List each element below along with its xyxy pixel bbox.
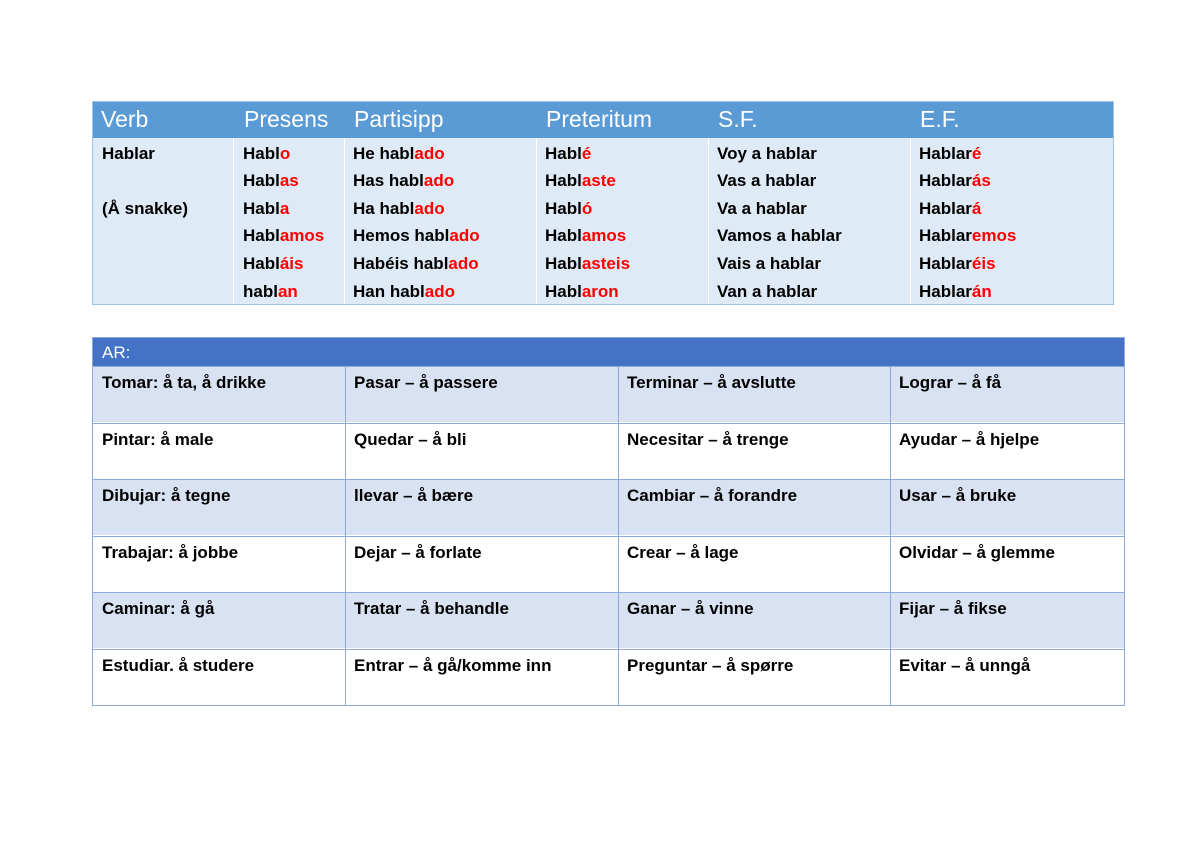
verb-stem: Hablar — [919, 171, 972, 190]
column-divider — [344, 138, 345, 304]
table-row — [93, 423, 1124, 479]
vocab-cell: Terminar – å avslutte — [627, 373, 796, 392]
presens-form — [243, 254, 303, 274]
verb-stem: Habl — [545, 254, 582, 273]
verb-ending: ado — [448, 254, 479, 273]
vocabulary-title: AR: — [102, 343, 131, 362]
partisipp-form — [353, 226, 480, 246]
verb-ending: o — [279, 144, 291, 163]
vocab-cell: Estudiar. å studere — [102, 655, 255, 675]
preteritum-form — [545, 199, 592, 219]
verb-ending: é — [581, 144, 592, 163]
vocab-cell: Dibujar: å tegne — [102, 486, 231, 505]
verb-ending: á — [971, 199, 982, 218]
header-preteritum: Preteritum — [546, 106, 653, 132]
column-divider — [345, 366, 346, 705]
verb-stem: Habl — [243, 254, 280, 273]
verb-stem: Hablar — [919, 254, 972, 273]
column-divider — [536, 138, 537, 304]
verb-stem: Hablar — [919, 199, 972, 218]
header-sf: S.F. — [718, 106, 758, 132]
ef-form — [919, 171, 991, 191]
verb-ending: aron — [581, 282, 619, 301]
table-row — [93, 366, 1124, 422]
sf-form: Vamos a hablar — [717, 226, 842, 245]
preteritum-form — [545, 226, 626, 246]
verb-ending: an — [277, 282, 298, 301]
partisipp-form — [353, 199, 445, 219]
table-row — [93, 649, 1124, 705]
verb-stem: Hablar — [919, 226, 972, 245]
verb-stem: Habl — [545, 226, 582, 245]
header-presens: Presens — [244, 106, 329, 132]
vocab-cell: Tratar – å behandle — [354, 599, 509, 618]
verb-stem: Habl — [545, 171, 582, 190]
presens-form — [243, 282, 298, 302]
verb-stem: Ha habl — [353, 199, 415, 218]
column-divider — [708, 138, 709, 304]
preteritum-form — [545, 282, 619, 302]
partisipp-form — [353, 144, 445, 164]
vocab-cell: Usar – å bruke — [899, 486, 1017, 505]
column-divider — [910, 138, 911, 304]
ef-form — [919, 144, 981, 164]
conjugation-table — [92, 101, 1114, 305]
vocab-cell: Cambiar – å forandre — [627, 486, 798, 505]
verb-stem: Has habl — [353, 171, 424, 190]
header-verb: Verb — [101, 106, 149, 132]
column-divider — [890, 366, 891, 705]
vocab-cell: Entrar – å gå/komme inn — [354, 655, 552, 675]
verb-stem: Hemos habl — [353, 226, 450, 245]
verb-stem: Habl — [243, 226, 280, 245]
presens-form — [243, 144, 290, 164]
vocab-cell: Ganar – å vinne — [627, 599, 754, 618]
vocab-cell: Evitar – å unngå — [899, 655, 1031, 675]
vocab-cell: Olvidar – å glemme — [899, 542, 1055, 562]
verb-stem: Habl — [545, 282, 582, 301]
verb-stem: He habl — [353, 144, 415, 163]
table-row — [93, 592, 1124, 648]
vocab-cell: Caminar: å gå — [102, 599, 215, 618]
verb-stem: Habl — [243, 171, 280, 190]
partisipp-form — [353, 254, 479, 274]
vocab-cell: llevar – å bære — [354, 486, 474, 505]
verb-stem: Habl — [545, 144, 582, 163]
vocab-cell: Lograr – å få — [899, 373, 1002, 392]
verb-ending: án — [971, 282, 992, 301]
ef-form — [919, 282, 992, 302]
verb-ending: ás — [971, 171, 991, 190]
preteritum-form — [545, 171, 616, 191]
vocab-cell: Quedar – å bli — [354, 429, 467, 449]
vocab-cell: Pintar: å male — [102, 429, 214, 449]
verb-ending: ado — [424, 282, 456, 301]
verb-ending: ado — [414, 144, 445, 163]
verb-ending: áis — [279, 254, 304, 273]
vocab-cell: Pasar – å passere — [354, 373, 498, 392]
column-divider — [618, 366, 619, 705]
verb-ending: ado — [449, 226, 480, 245]
vocab-cell: Necesitar – å trenge — [627, 429, 789, 449]
vocab-cell: Ayudar – å hjelpe — [899, 429, 1040, 449]
vocab-cell: Tomar: å ta, å drikke — [102, 373, 267, 392]
verb-ending: é — [971, 144, 982, 163]
verb-ending: a — [279, 199, 290, 218]
table-row — [93, 479, 1124, 535]
verb-stem: Hablar — [919, 144, 972, 163]
verb-ending: as — [279, 171, 299, 190]
verb-ending: ado — [414, 199, 445, 218]
verb-stem: Han habl — [353, 282, 425, 301]
verb-ending: amos — [279, 226, 325, 245]
verb-ending: aste — [581, 171, 616, 190]
verb-stem: Habl — [243, 144, 280, 163]
verb-stem: habl — [243, 282, 278, 301]
sf-form: Voy a hablar — [717, 144, 817, 163]
vocab-cell: Preguntar – å spørre — [627, 655, 794, 675]
verb-infinitive: Hablar — [102, 144, 155, 163]
preteritum-form — [545, 144, 591, 164]
table-row — [93, 536, 1124, 592]
verb-ending: éis — [971, 254, 996, 273]
sf-form: Vas a hablar — [717, 171, 817, 190]
vocab-cell: Trabajar: å jobbe — [102, 542, 239, 562]
header-ef: E.F. — [920, 106, 960, 132]
verb-stem: Habl — [243, 199, 280, 218]
verb-stem: Habéis habl — [353, 254, 449, 273]
sf-form: Vais a hablar — [717, 254, 821, 273]
preteritum-form — [545, 254, 630, 274]
sf-form: Va a hablar — [717, 199, 807, 218]
ef-form — [919, 226, 1016, 246]
ef-form — [919, 199, 981, 219]
column-divider — [233, 138, 234, 304]
partisipp-form — [353, 282, 455, 302]
presens-form — [243, 226, 324, 246]
verb-ending: ó — [581, 199, 593, 218]
header-partisipp: Partisipp — [354, 106, 444, 132]
vocab-cell: Dejar – å forlate — [354, 542, 482, 562]
ef-form — [919, 254, 996, 274]
sf-form: Van a hablar — [717, 282, 818, 301]
presens-form — [243, 171, 299, 191]
verb-stem: Habl — [545, 199, 582, 218]
vocabulary-table — [92, 337, 1125, 706]
verb-ending: amos — [581, 226, 627, 245]
vocabulary-title-bar — [93, 338, 1124, 366]
presens-form — [243, 199, 289, 219]
conjugation-header-row — [93, 102, 1113, 138]
verb-ending: ado — [423, 171, 455, 190]
vocab-cell: Crear – å lage — [627, 542, 739, 562]
verb-ending: asteis — [581, 254, 631, 273]
verb-ending: emos — [971, 226, 1017, 245]
partisipp-form — [353, 171, 454, 191]
verb-stem: Hablar — [919, 282, 972, 301]
vocab-cell: Fijar – å fikse — [899, 599, 1007, 618]
verb-translation: (Å snakke) — [102, 199, 188, 218]
